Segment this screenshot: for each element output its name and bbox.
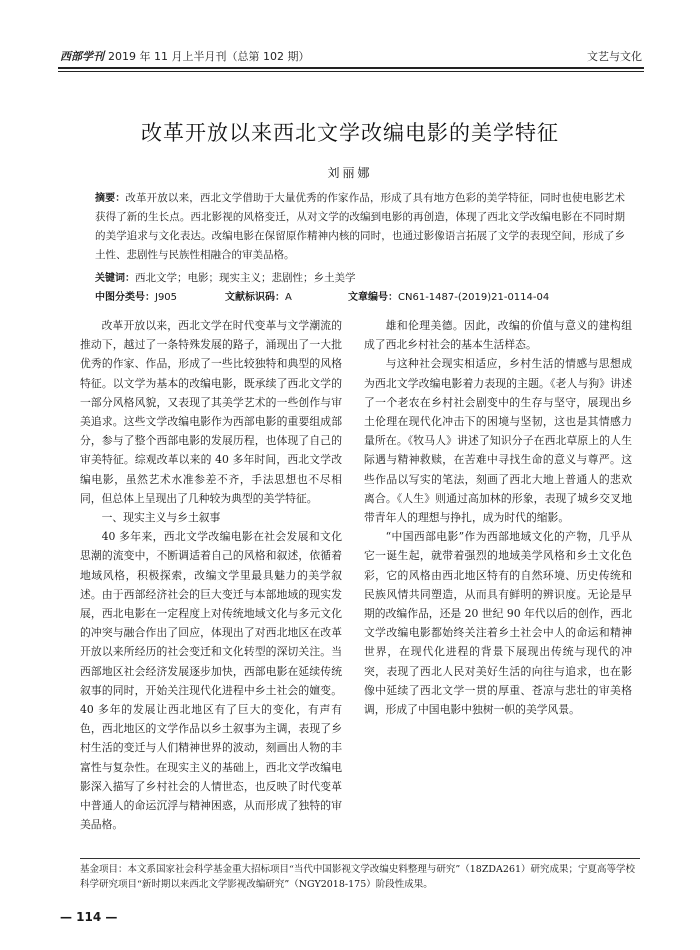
keywords-label: 关键词： bbox=[95, 273, 135, 284]
abstract-label: 摘要： bbox=[95, 193, 126, 204]
doc-code: 文献标识码：A bbox=[225, 292, 292, 303]
keywords bbox=[95, 269, 625, 288]
section-name: 文艺与文化 bbox=[587, 50, 642, 63]
paragraph: 雄和伦理美德。因此，改编的价值与意义的建构组成了西北乡村社会的基本生活样态。 bbox=[364, 319, 632, 352]
page-number: — 114 — bbox=[60, 910, 118, 924]
paragraph: 与这种社会现实相适应，乡村生活的情感与思想成为西北文学改编电影着力表现的主题。《老人与狗》讲述了一个老农在乡村社会剧变中的生存与坚守，展现出乡土伦理在现代化冲击下的困境与坚韧，这也是其情感力量所在。《牧马人》讲述了知识分子在西北草原上的人生际遇与精神救赎，在苦难中寻找生命的意义与尊严。这些作品以写实的笔法，刻画了西北大地上普通人的悲欢离合。《人生》则通过高加林的形象，表现了城乡交叉地带青年人的理想与挣扎，成为时代的缩影。 bbox=[364, 357, 632, 525]
fund-label: 基金项目： bbox=[80, 864, 128, 875]
footnote-rule bbox=[80, 858, 640, 859]
issue-info: 2019 年 11 月上半月刊（总第 102 期） bbox=[108, 50, 310, 63]
header-rule bbox=[58, 67, 644, 69]
fund-text: 本文系国家社会科学基金重大招标项目“当代中国影视文学改编史料整理与研究”（18ZDA261）研究成果；宁夏高等学校科学研究项目“新时期以来西北文学影视改编研究”（NGY2018-175）阶段性成果。 bbox=[80, 864, 636, 890]
journal-info bbox=[60, 48, 309, 64]
abstract bbox=[95, 189, 625, 265]
left-column bbox=[80, 316, 342, 852]
paragraph: 40 多年来，西北文学改编电影在社会发展和文化思潮的流变中，不断调适着自己的风格和叙述，依循着地域风格，积极探索，改编文学里最具魅力的美学叙述。由于西部经济社会的巨大变迁与本部地域的现实发展，西北电影在一定程度上对传统地域文化与多元文化的冲突与融合作出了回应，体现出了对西北地区在改革开放以来所经历的社会变迁和文化转型的深切关注。当西部地区社会经济发展逐步加快，西部电影在延续传统叙事的同时，开始关注现代化进程中乡土社会的嬗变。40 多年的发展让西北地区有了巨大的变化，有声有色，西北地区的文学作品以乡土叙事为主调，表现了乡村生活的变迁与人们精神世界的波动，刻画出人物的丰富性与复杂性。在现实主义的基础上，西北文学改编电影深入描写了乡村社会的人情世态，也反映了时代变革中普通人的命运沉浮与精神困惑，从而形成了独特的审美品格。 bbox=[80, 530, 342, 832]
section-heading: 一、现实主义与乡土叙事 bbox=[101, 511, 221, 525]
abstract-text: 改革开放以来，西北文学借助于大量优秀的作家作品，形成了具有地方色彩的美学特征，同时也使电影艺术获得了新的生长点。西北影视的风格变迁，从对文学的改编到电影的再创造，体现了西北文学改编电影在不同时期的美学追求与文化表达。改编电影在保留原作精神内核的同时，也通过影像语言拓展了文学的表现空间，形成了乡土性、悲剧性与民族性相融合的审美品格。 bbox=[95, 192, 626, 261]
article-title: 改革开放以来西北文学改编电影的美学特征 bbox=[141, 121, 559, 145]
fund-note bbox=[80, 862, 638, 892]
paragraph: 改革开放以来，西北文学在时代变革与文学潮流的推动下，越过了一条特殊发展的路子，涌现出了一大批优秀的作家、作品，形成了一些比较独特和典型的风格特征。以文学为基本的改编电影，既承续了西北文学的一部分风格风貌，又表现了其美学艺术的一些创作与审美追求。这些文学改编电影作为西部电影的重要组成部分，参与了整个西部电影的发展历程，也体现了自己的审美特征。综观改革以来的 40 多年时间，西北文学改编电影，虽然艺术水准参差不齐，手法思想也不尽相同，但总体上呈现出了几种较为典型的美学特征。 bbox=[80, 319, 342, 505]
paragraph: “中国西部电影”作为西部地域文化的产物，几乎从它一诞生起，就带着强烈的地域美学风格和乡土文化色彩，它的风格由西北地区特有的自然环境、历史传统和民族风情共同塑造，从而具有鲜明的辨识度。无论是早期的改编作品，还是 20 世纪 90 年代以后的创作，西北文学改编电影都始终关注着乡土社会中人的命运和精神世界，在现代化进程的背景下展现出传统与现代的冲突，表现了西北人民对美好生活的向往与追求，也在影像中延续了西北文学一贯的厚重、苍凉与悲壮的审美格调，形成了中国电影中独树一帜的美学风景。 bbox=[364, 530, 632, 717]
author-name: 刘丽娜 bbox=[327, 166, 373, 180]
clc-code: 中图分类号：J905 bbox=[95, 292, 178, 303]
article-code: 文章编号：CN61-1487-(2019)21-0114-04 bbox=[348, 292, 550, 303]
right-column bbox=[364, 316, 632, 852]
keywords-text: 西北文学；电影；现实主义；悲剧性；乡土美学 bbox=[135, 272, 356, 284]
journal-name: 西部学刊 bbox=[60, 50, 104, 63]
page-header bbox=[60, 44, 642, 66]
header-rule-thin bbox=[58, 71, 644, 72]
